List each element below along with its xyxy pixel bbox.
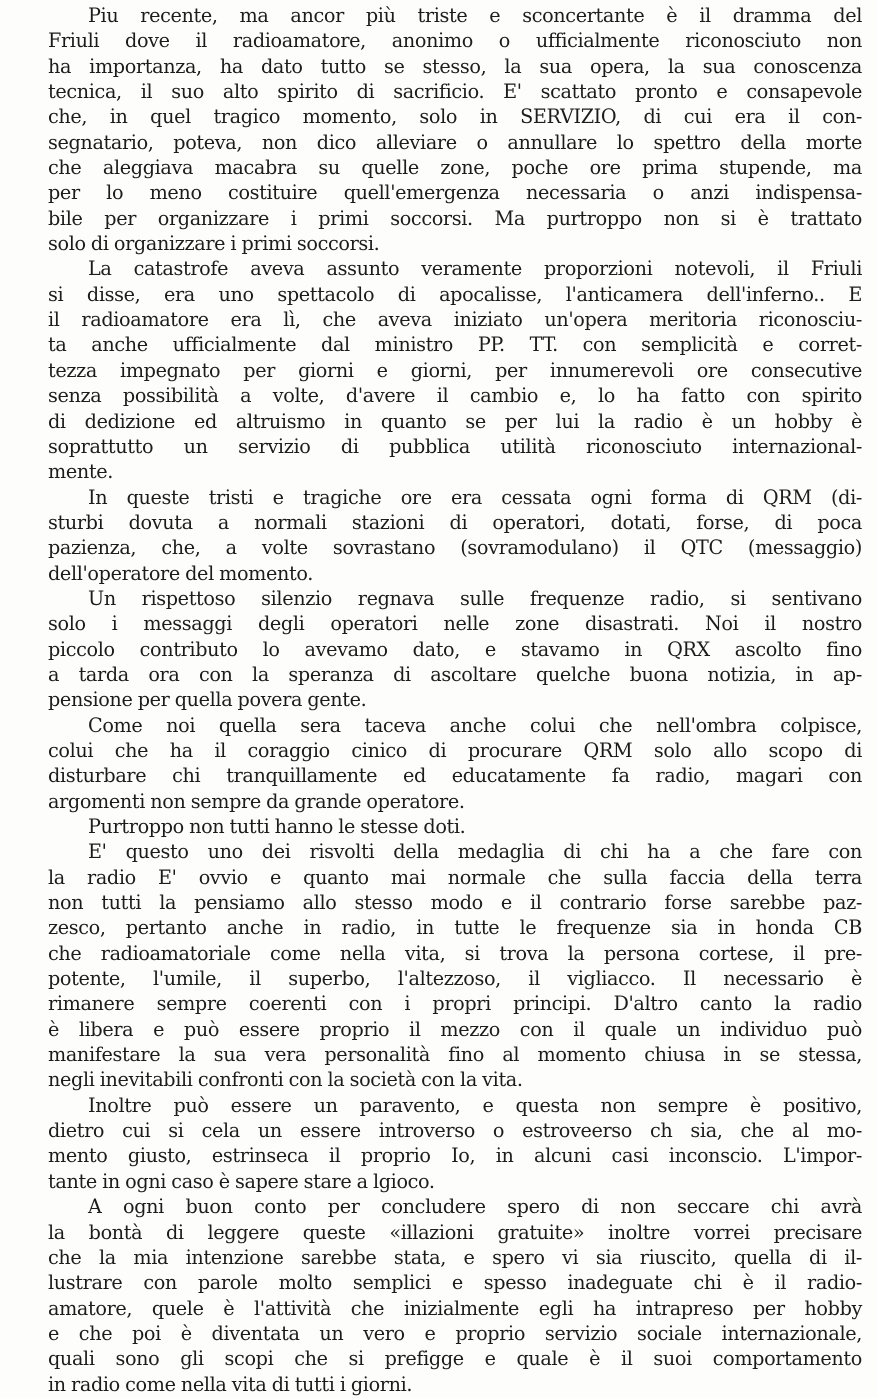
text-line: La catastrofe aveva assunto veramente proporzioni notevoli, il Friuli: [88, 257, 862, 281]
text-line: mento giusto, estrinseca il proprio Io, in alcuni casi inconscio. L'impor-: [48, 1144, 862, 1168]
text-line: senza possibilità a volte, d'avere il cambio e, lo ha fatto con spirito: [48, 384, 862, 408]
text-line: si disse, era uno spettacolo di apocalisse, l'anticamera dell'inferno.. E: [48, 282, 862, 306]
paragraph-4: [48, 586, 862, 713]
text-line: mente.: [48, 460, 113, 484]
text-line: non tutti la pensiamo allo stesso modo e il contrario forse sarebbe paz-: [48, 891, 862, 915]
text-line: Friuli dove il radioamatore, anonimo o ufficialmente riconosciuto non: [48, 29, 862, 53]
text-line: la radio E' ovvio e quanto mai normale che sulla faccia della terra: [48, 865, 862, 889]
text-line: disturbare chi tranquillamente ed educatamente fa radio, magari con: [48, 764, 862, 788]
text-line: che aleggiava macabra su quelle zone, poche ore prima stupende, ma: [48, 156, 862, 180]
text-line: ta anche ufficialmente dal ministro PP. TT. con semplicità e corret-: [48, 333, 862, 357]
paragraph-7: [48, 839, 862, 1092]
text-line: tecnica, il suo alto spirito di sacrificio. E' scattato pronto e consapevole: [48, 80, 862, 104]
text-line: A ogni buon conto per concludere spero di non seccare chi avrà: [88, 1195, 862, 1219]
text-line: rimanere sempre coerenti con i propri principi. D'altro canto la radio: [48, 992, 862, 1016]
text-line: di dedizione ed altruismo in quanto se per lui la radio è un hobby è: [48, 409, 862, 433]
text-line: tezza impegnato per giorni e giorni, per innumerevoli ore consecutive: [48, 358, 862, 382]
paragraph-3: [48, 485, 862, 586]
paragraph-6: [48, 814, 862, 839]
text-line: Piu recente, ma ancor più triste e sconcertante è il dramma del: [88, 4, 862, 27]
text-line: Inoltre può essere un paravento, e questa non sempre è positivo,: [88, 1093, 862, 1117]
text-line: tante in ogni caso è sapere stare a lgioco.: [48, 1169, 435, 1193]
text-line: manifestare la sua vera personalità fino al momento chiusa in se stessa,: [48, 1043, 862, 1067]
text-line: negli inevitabili confronti con la società con la vita.: [48, 1068, 523, 1092]
text-line: amatore, quele è l'attività che inizialmente egli ha intrapreso per hobby: [48, 1296, 862, 1320]
text-line: che la mia intenzione sarebbe stata, e spero vi sia riuscito, quella di il-: [48, 1245, 862, 1269]
paragraph-2: [48, 256, 862, 484]
text-line: zesco, pertanto anche in radio, in tutte le frequenze sia in honda CB: [48, 916, 862, 940]
text-line: colui che ha il coraggio cinico di procurare QRM solo allo scopo di: [48, 738, 862, 762]
document-page: [48, 3, 862, 1397]
text-line: pensione per quella povera gente.: [48, 688, 367, 712]
text-line: che, in quel tragico momento, solo in SERVIZIO, di cui era il con-: [48, 105, 862, 129]
paragraph-8: [48, 1093, 862, 1194]
text-line: segnatario, poteva, non dico alleviare o annullare lo spettro della morte: [48, 130, 862, 154]
paragraph-1: [48, 3, 862, 256]
text-line: il radioamatore era lì, che aveva iniziato un'opera meritoria riconosciu-: [48, 308, 862, 332]
text-line: E' questo uno dei risvolti della medaglia di chi ha a che fare con: [88, 840, 862, 864]
paragraph-9: [48, 1194, 862, 1397]
text-line: è libera e può essere proprio il mezzo con il quale un individuo può: [48, 1017, 862, 1041]
text-line: argomenti non sempre da grande operatore.: [48, 789, 465, 813]
text-line: potente, l'umile, il superbo, l'altezzoso, il vigliacco. Il necessario è: [48, 967, 862, 991]
text-line: solo i messaggi degli operatori nelle zone disastrati. Noi il nostro: [48, 612, 862, 636]
text-line: che radioamatoriale come nella vita, si trova la persona cortese, il pre-: [48, 941, 862, 965]
text-line: per lo meno costituire quell'emergenza necessaria o anzi indispensa-: [48, 181, 862, 205]
text-line: a tarda ora con la speranza di ascoltare quelche buona notizia, in ap-: [48, 662, 862, 686]
text-line: Purtroppo non tutti hanno le stesse doti.: [88, 815, 466, 838]
text-line: la bontà di leggere queste «illazioni gratuite» inoltre vorrei precisare: [48, 1220, 862, 1244]
text-line: Un rispettoso silenzio regnava sulle frequenze radio, si sentivano: [88, 586, 862, 610]
text-line: pazienza, che, a volte sovrastano (sovramodulano) il QTC (messaggio): [48, 536, 862, 560]
paragraph-5: [48, 713, 862, 814]
text-line: in radio come nella vita di tutti i giorni.: [48, 1372, 413, 1396]
text-line: soprattutto un servizio di pubblica utilità riconosciuto internazional-: [48, 434, 862, 458]
text-line: e che poi è diventata un vero e proprio servizio sociale internazionale,: [48, 1321, 862, 1345]
text-line: quali sono gli scopi che si prefigge e quale è il suoi comportamento: [48, 1347, 862, 1371]
text-line: lustrare con parole molto semplici e spesso inadeguate chi è il radio-: [48, 1271, 862, 1295]
text-line: In queste tristi e tragiche ore era cessata ogni forma di QRM (di-: [88, 485, 862, 509]
text-line: dell'operatore del momento.: [48, 561, 313, 585]
text-line: solo di organizzare i primi soccorsi.: [48, 232, 380, 256]
text-line: sturbi dovuta a normali stazioni di operatori, dotati, forse, di poca: [48, 510, 862, 534]
text-line: piccolo contributo lo avevamo dato, e stavamo in QRX ascolto fino: [48, 637, 862, 661]
text-line: bile per organizzare i primi soccorsi. Ma purtroppo non si è trattato: [48, 206, 862, 230]
text-line: ha importanza, ha dato tutto se stesso, la sua opera, la sua conoscenza: [48, 54, 862, 78]
text-line: Come noi quella sera taceva anche colui che nell'ombra colpisce,: [88, 713, 862, 737]
text-line: dietro cui si cela un essere introverso o estroveerso ch sia, che al mo-: [48, 1119, 862, 1143]
